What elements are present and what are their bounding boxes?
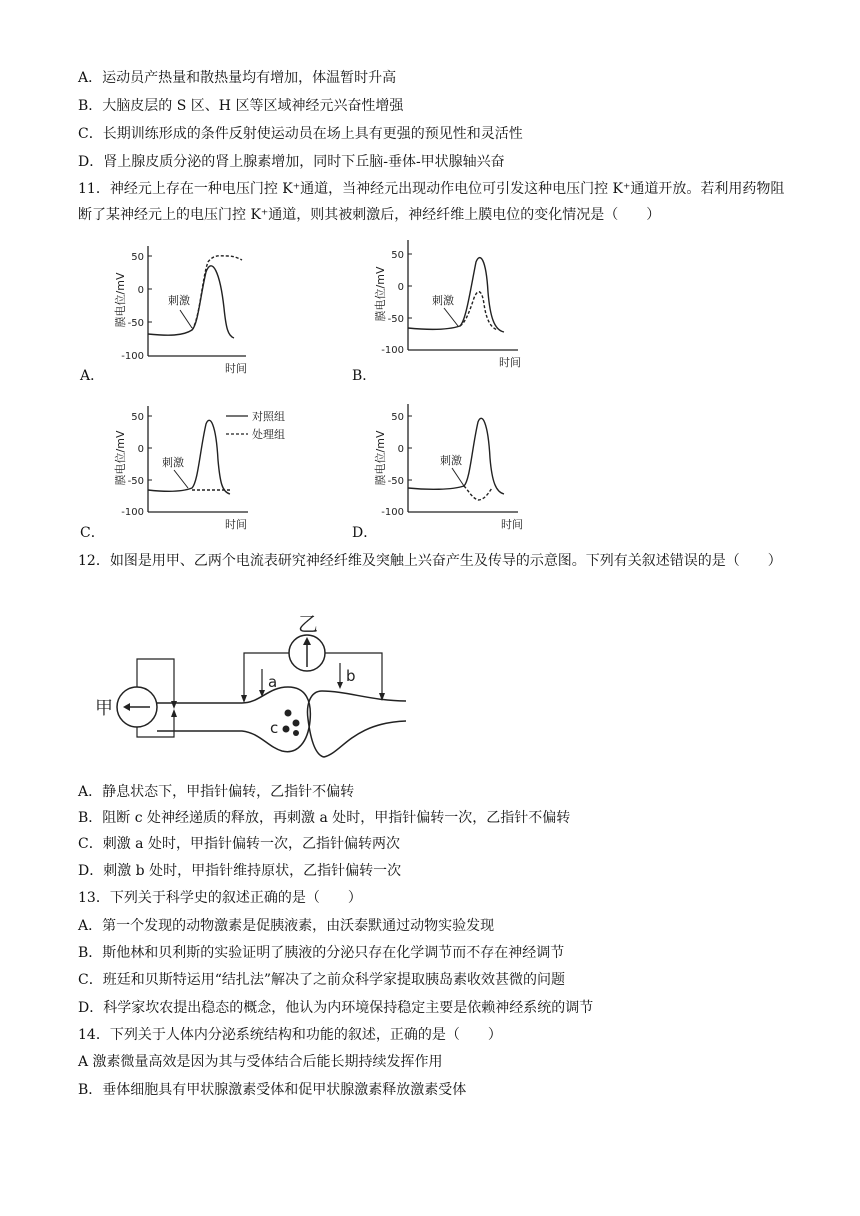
tick-minus100: -100	[121, 351, 144, 362]
tick-minus50: -50	[127, 476, 144, 487]
tick-minus100: -100	[381, 507, 404, 518]
y-axis-label: 膜电位/mV	[114, 430, 127, 486]
tick-0: 0	[397, 282, 404, 293]
q11-label-a: A．	[80, 368, 105, 384]
q11-label-c: C．	[80, 525, 105, 541]
tick-minus50: -50	[127, 318, 144, 329]
y-axis-label: 膜电位/mV	[114, 272, 127, 328]
point-b-label: b	[346, 667, 356, 685]
tick-0: 0	[137, 285, 144, 296]
q10-option-c: C．长期训练形成的条件反射使运动员在场上具有更强的预见性和灵活性	[78, 126, 523, 142]
q13-option-d: D．科学家坎农提出稳态的概念，他认为内环境保持稳定主要是依赖神经系统的调节	[78, 1000, 594, 1016]
q12-option-a: A．静息状态下，甲指针偏转，乙指针不偏转	[78, 784, 355, 800]
y-axis-label: 膜电位/mV	[374, 266, 387, 322]
tick-minus50: -50	[387, 476, 404, 487]
point-c-label: c	[270, 719, 279, 737]
x-axis-label: 时间	[499, 356, 521, 369]
q11-stem: 11．神经元上存在一种电压门控 K⁺通道，当神经元出现动作电位可引发这种电压门控 K⁺通道开放。若利用药物阻断了某神经元上的电压门控 K⁺通道，则其被刺激后，神经纤维上膜电位的变化情况是（ ）	[78, 181, 785, 223]
x-axis-label: 时间	[225, 518, 247, 531]
q12-option-c: C．刺激 a 处时，甲指针偏转一次，乙指针偏转两次	[78, 836, 400, 852]
meter-jia-label: 甲	[95, 698, 113, 719]
q14-option-a: A 激素微量高效是因为其与受体结合后能长期持续发挥作用	[78, 1054, 443, 1070]
y-axis-label: 膜电位/mV	[374, 430, 387, 486]
tick-50: 50	[391, 250, 404, 261]
meter-yi-label: 乙	[298, 612, 318, 636]
x-axis-label: 时间	[225, 362, 247, 375]
stim-label: 刺激	[162, 456, 184, 469]
q10-option-b: B．大脑皮层的 S 区、H 区等区域神经元兴奋性增强	[78, 98, 404, 114]
point-a-label: a	[268, 673, 278, 691]
q14-stem: 14．下列关于人体内分泌系统结构和功能的叙述，正确的是（ ）	[78, 1027, 502, 1043]
tick-50: 50	[131, 412, 144, 423]
graph-c	[108, 400, 308, 532]
q12-option-b: B．阻断 c 处神经递质的释放，再刺激 a 处时，甲指针偏转一次，乙指针不偏转	[78, 810, 571, 826]
stim-label: 刺激	[168, 294, 190, 307]
q12-option-d: D．刺激 b 处时，甲指针维持原状，乙指针偏转一次	[78, 863, 402, 879]
q11-label-b: B．	[352, 368, 377, 384]
tick-50: 50	[131, 252, 144, 263]
q11-label-d: D．	[352, 525, 378, 541]
q10-option-d: D．肾上腺皮质分泌的肾上腺素增加，同时下丘脑-垂体-甲状腺轴兴奋	[78, 154, 505, 170]
tick-minus50: -50	[387, 314, 404, 325]
graph-a	[108, 238, 258, 378]
q13-option-b: B．斯他林和贝利斯的实验证明了胰液的分泌只存在化学调节而不存在神经调节	[78, 945, 565, 961]
q13-stem: 13．下列关于科学史的叙述正确的是（ ）	[78, 890, 362, 906]
tick-minus100: -100	[121, 507, 144, 518]
legend-treated: 处理组	[252, 428, 285, 441]
legend-control: 对照组	[252, 410, 285, 423]
q12-figure	[92, 605, 422, 765]
tick-0: 0	[137, 444, 144, 455]
q13-option-a: A．第一个发现的动物激素是促胰液素，由沃泰默通过动物实验发现	[78, 918, 495, 934]
stim-label: 刺激	[440, 454, 462, 467]
tick-50: 50	[391, 412, 404, 423]
q14-option-b: B．垂体细胞具有甲状腺激素受体和促甲状腺激素释放激素受体	[78, 1082, 467, 1098]
graph-b	[368, 232, 528, 372]
q13-option-c: C．班廷和贝斯特运用“结扎法”解决了之前众科学家提取胰岛素收效甚微的问题	[78, 972, 566, 988]
q10-option-a: A．运动员产热量和散热量均有增加，体温暂时升高	[78, 70, 397, 86]
tick-minus100: -100	[381, 345, 404, 356]
tick-0: 0	[397, 444, 404, 455]
q12-stem: 12．如图是用甲、乙两个电流表研究神经纤维及突触上兴奋产生及传导的示意图。下列有关叙述错误的是（ ）	[78, 553, 782, 569]
graph-d	[368, 398, 528, 532]
stim-label: 刺激	[432, 294, 454, 307]
x-axis-label: 时间	[501, 518, 523, 531]
